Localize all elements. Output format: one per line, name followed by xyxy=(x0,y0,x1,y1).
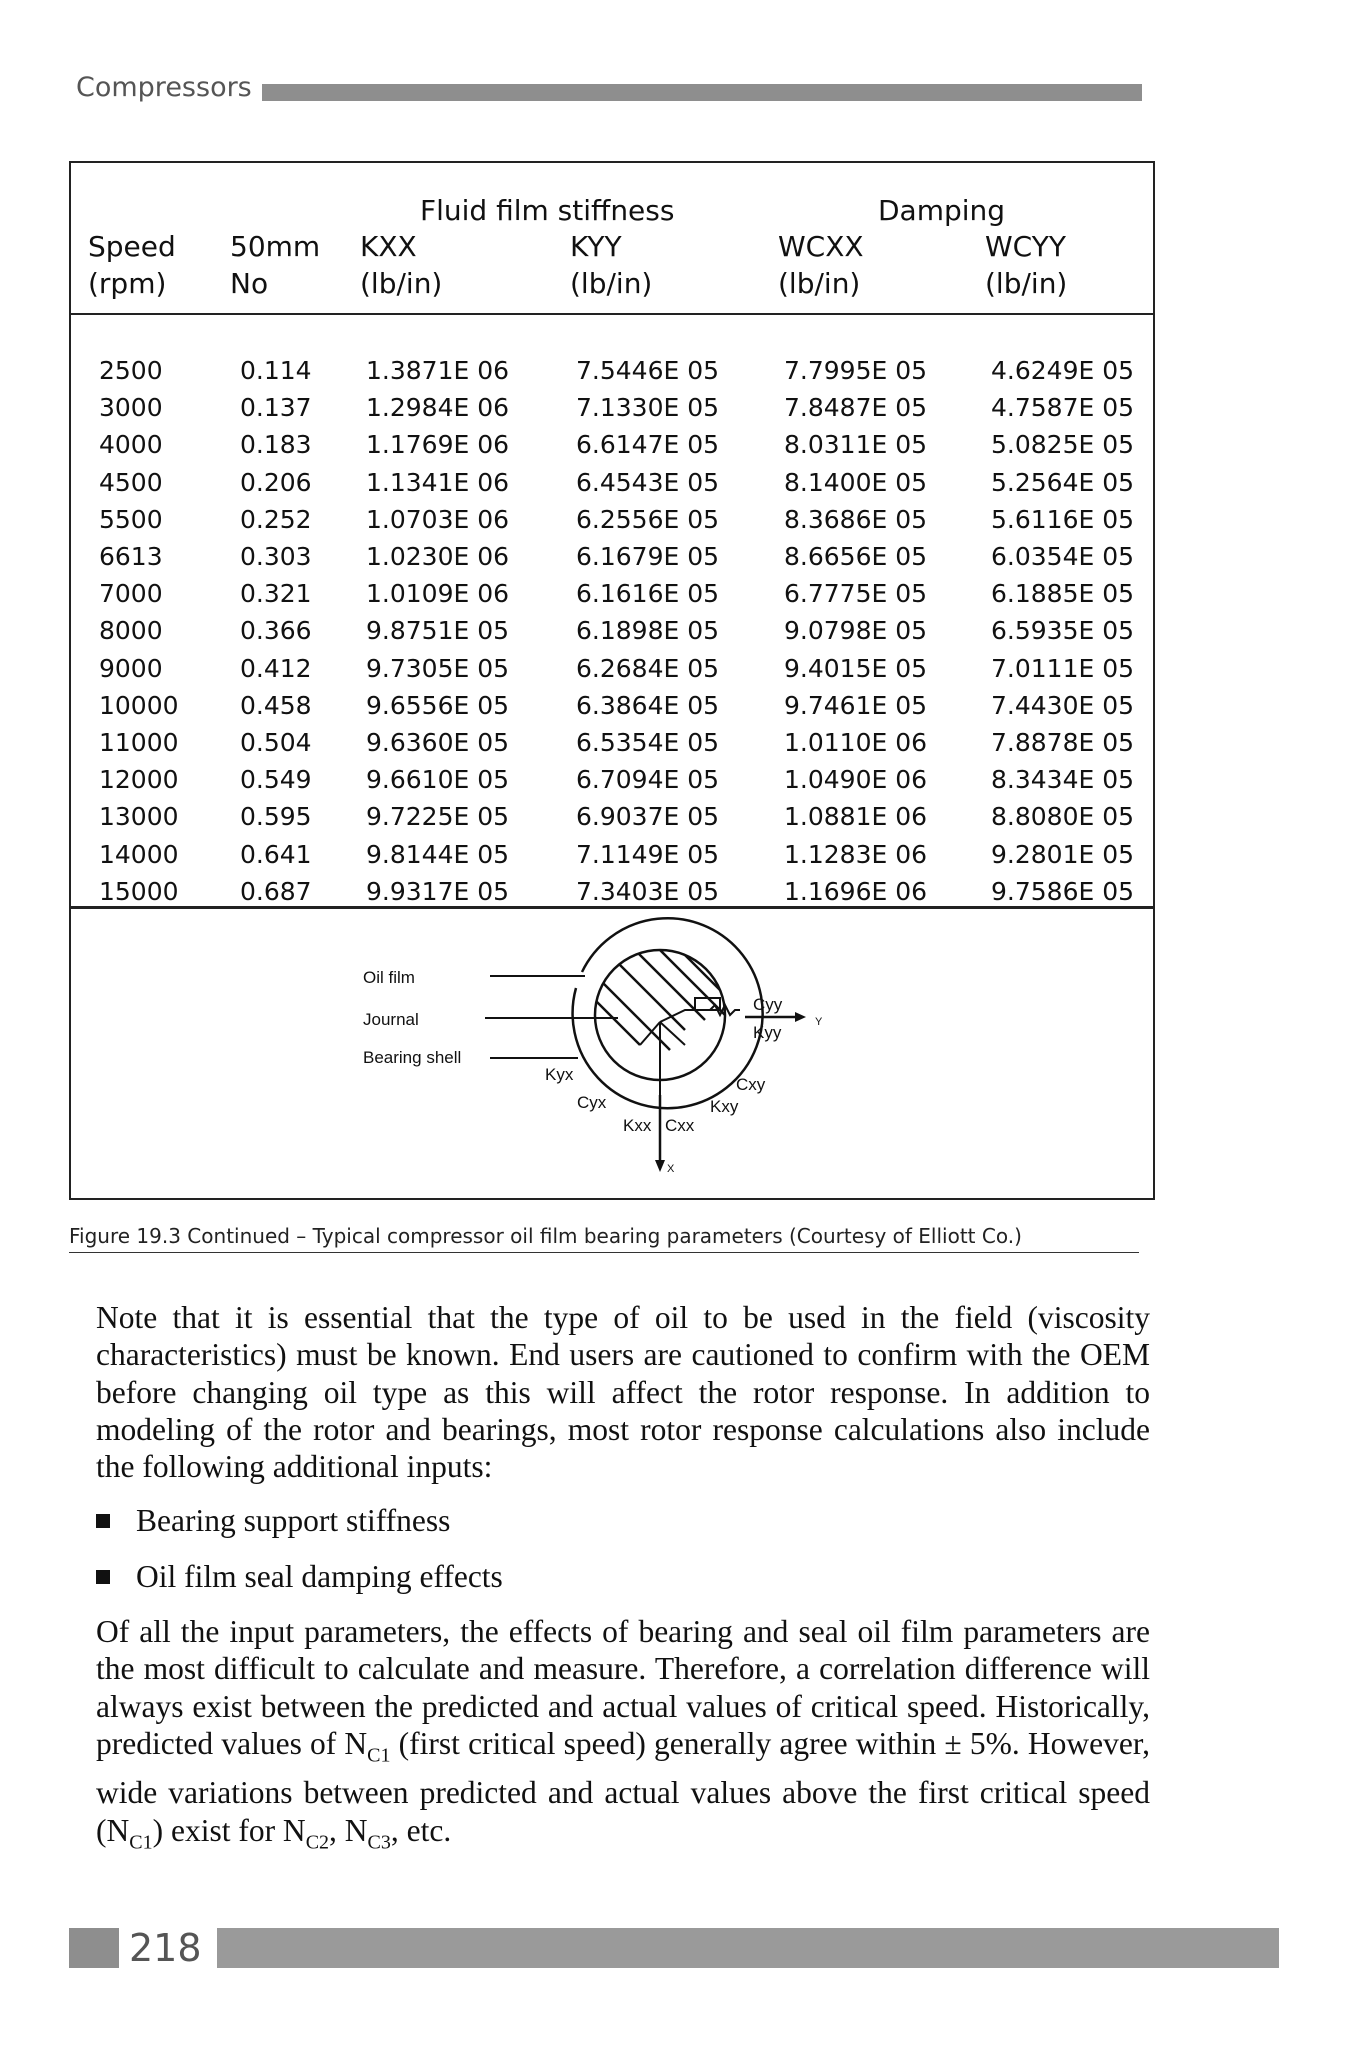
table-cell: 1.1769E 06 xyxy=(366,430,510,460)
bullet-square-icon xyxy=(96,1514,110,1528)
column-header-unit: (lb/in) xyxy=(570,267,653,300)
table-cell: 0.321 xyxy=(240,579,312,609)
table-cell: 11000 xyxy=(99,728,179,757)
page-number: 218 xyxy=(129,1926,202,1970)
table-cell: 0.303 xyxy=(240,542,312,571)
table-cell: 6.7775E 05 xyxy=(784,579,928,609)
table-cell: 0.206 xyxy=(240,467,312,497)
svg-text:Cyx: Cyx xyxy=(577,1093,607,1112)
table-cell: 1.0703E 06 xyxy=(366,504,510,534)
table-cell: 0.114 xyxy=(240,356,312,385)
table-cell: 1.0110E 06 xyxy=(784,728,928,757)
table-cell: 0.549 xyxy=(240,765,312,795)
svg-text:Kxx: Kxx xyxy=(623,1116,652,1135)
table-bottom-rule xyxy=(71,906,1153,909)
table-cell: 5.2564E 05 xyxy=(991,467,1135,497)
svg-text:Kyy: Kyy xyxy=(753,1023,782,1042)
table-cell: 1.0490E 06 xyxy=(784,765,928,795)
table-cell: 9000 xyxy=(99,653,163,683)
column-header-unit: (lb/in) xyxy=(360,267,443,300)
table-cell: 9.6360E 05 xyxy=(366,728,510,757)
table-cell: 0.366 xyxy=(240,616,312,646)
table-cell: 6.9037E 05 xyxy=(576,802,720,832)
table-cell: 6.5354E 05 xyxy=(576,728,720,757)
svg-text:Kxy: Kxy xyxy=(710,1097,739,1116)
svg-text:Cxy: Cxy xyxy=(736,1075,766,1094)
bearing-diagram-svg xyxy=(340,910,860,1190)
table-cell: 1.0881E 06 xyxy=(784,802,928,832)
column-header-name: Speed xyxy=(88,230,176,263)
table-cell: 9.6610E 05 xyxy=(366,765,510,795)
table-cell: 0.687 xyxy=(240,876,312,906)
table-cell: 7000 xyxy=(99,579,163,609)
table-cell: 0.595 xyxy=(240,802,312,832)
bullet-square-icon xyxy=(96,1570,110,1584)
table-cell: 4.6249E 05 xyxy=(991,356,1135,385)
table-cell: 5.0825E 05 xyxy=(991,430,1135,460)
table-cell: 1.0109E 06 xyxy=(366,579,510,609)
column-header-unit: (rpm) xyxy=(88,267,167,300)
table-cell: 7.1330E 05 xyxy=(576,393,720,423)
paragraph-2: Of all the input parameters, the effects of bearing and seal oil film parameters are the most difficult to calculate and measure. Therefore, a correlation difference will always exist between the predicted and actual values of critical speed. Historically, predicted values of $N_{C1}$ (first critical speed) generally agree within ± 5%. However, wide variations between predicted and actual values above the first critical speed $(N_{C1})$ exist for $N_{C2}$, $N_{C3}$, etc. xyxy=(96,1614,1150,1854)
svg-text:Cyy: Cyy xyxy=(753,995,783,1014)
table-cell: 0.137 xyxy=(240,393,312,423)
svg-text:Y: Y xyxy=(815,1016,823,1028)
table-cell: 7.0111E 05 xyxy=(991,653,1135,683)
label-oil-film: Oil film xyxy=(363,968,415,987)
table-cell: 13000 xyxy=(99,802,179,832)
column-header-name: WCXX xyxy=(778,230,864,263)
header-bar xyxy=(262,84,1142,101)
table-cell: 1.1283E 06 xyxy=(784,839,928,869)
figure-caption: Figure 19.3 Continued – Typical compressor oil film bearing parameters (Courtesy of Elliott Co.) xyxy=(69,1224,1022,1248)
table-cell: 6.4543E 05 xyxy=(576,467,720,497)
table-cell: 8.8080E 05 xyxy=(991,802,1135,832)
group-header-stiffness: Fluid film stiffness xyxy=(420,194,675,227)
table-cell: 7.8487E 05 xyxy=(784,393,928,423)
table-cell: 6.0354E 05 xyxy=(991,542,1135,571)
table-cell: 7.3403E 05 xyxy=(576,876,720,906)
table-cell: 2500 xyxy=(99,356,163,385)
table-cell: 9.7225E 05 xyxy=(366,802,510,832)
table-cell: 3000 xyxy=(99,393,163,423)
table-cell: 6.1616E 05 xyxy=(576,579,720,609)
table-cell: 8.3686E 05 xyxy=(784,504,928,534)
table-cell: 5500 xyxy=(99,504,163,534)
table-cell: 9.2801E 05 xyxy=(991,839,1135,869)
table-cell: 9.7586E 05 xyxy=(991,876,1135,906)
svg-text:X: X xyxy=(667,1163,675,1175)
table-cell: 9.0798E 05 xyxy=(784,616,928,646)
table-cell: 7.8878E 05 xyxy=(991,728,1135,757)
table-cell: 6.7094E 05 xyxy=(576,765,720,795)
table-cell: 0.641 xyxy=(240,839,312,869)
table-cell: 6.1898E 05 xyxy=(576,616,720,646)
svg-text:Cxx: Cxx xyxy=(665,1116,695,1135)
header-rule xyxy=(71,313,1153,315)
table-cell: 6.2684E 05 xyxy=(576,653,720,683)
table-cell: 1.1341E 06 xyxy=(366,467,510,497)
table-cell: 9.7305E 05 xyxy=(366,653,510,683)
column-header-name: KYY xyxy=(570,230,622,263)
table-cell: 7.5446E 05 xyxy=(576,356,720,385)
table-cell: 4.7587E 05 xyxy=(991,393,1135,423)
table-cell: 6.1679E 05 xyxy=(576,542,720,571)
caption-rule xyxy=(69,1252,1139,1253)
table-cell: 6.5935E 05 xyxy=(991,616,1135,646)
table-cell: 0.504 xyxy=(240,728,312,757)
group-header-damping: Damping xyxy=(878,194,1006,227)
column-header-unit: (lb/in) xyxy=(778,267,861,300)
table-cell: 4500 xyxy=(99,467,163,497)
table-cell: 1.3871E 06 xyxy=(366,356,510,385)
table-cell: 5.6116E 05 xyxy=(991,504,1135,534)
table-cell: 7.7995E 05 xyxy=(784,356,928,385)
table-cell: 9.8751E 05 xyxy=(366,616,510,646)
svg-text:Kyx: Kyx xyxy=(545,1065,574,1084)
label-bearing-shell: Bearing shell xyxy=(363,1048,462,1067)
table-cell: 0.183 xyxy=(240,430,312,460)
paragraph-1: Note that it is essential that the type of oil to be used in the field (viscosity characteristics) must be known. End users are cautioned to confirm with the OEM before changing oil type as this will affect the rotor response. In addition to modeling of the rotor and bearings, most rotor response calculations also include the following additional inputs: xyxy=(96,1300,1150,1485)
table-cell: 8.1400E 05 xyxy=(784,467,928,497)
table-cell: 6.3864E 05 xyxy=(576,690,720,720)
table-cell: 0.412 xyxy=(240,653,312,683)
table-cell: 6.6147E 05 xyxy=(576,430,720,460)
footer-block xyxy=(69,1928,119,1968)
table-cell: 9.6556E 05 xyxy=(366,690,510,720)
table-cell: 6.1885E 05 xyxy=(991,579,1135,609)
bullet-item: Oil film seal damping effects xyxy=(96,1559,503,1595)
journal-hatching xyxy=(590,935,735,1050)
table-cell: 0.458 xyxy=(240,690,312,720)
table-cell: 4000 xyxy=(99,430,163,460)
column-header-unit: (lb/in) xyxy=(985,267,1068,300)
table-cell: 8.6656E 05 xyxy=(784,542,928,571)
table-cell: 9.7461E 05 xyxy=(784,690,928,720)
table-cell: 1.0230E 06 xyxy=(366,542,510,571)
table-cell: 15000 xyxy=(99,876,179,906)
table-cell: 1.1696E 06 xyxy=(784,876,928,906)
table-cell: 1.2984E 06 xyxy=(366,393,510,423)
bullet-item: Bearing support stiffness xyxy=(96,1503,450,1539)
column-header-unit: No xyxy=(230,267,269,300)
table-cell: 6613 xyxy=(99,542,163,571)
table-cell: 12000 xyxy=(99,765,179,795)
table-cell: 8.3434E 05 xyxy=(991,765,1135,795)
footer-bar xyxy=(217,1928,1279,1968)
bearing-diagram xyxy=(340,910,860,1190)
table-cell: 8000 xyxy=(99,616,163,646)
table-cell: 6.2556E 05 xyxy=(576,504,720,534)
table-cell: 7.4430E 05 xyxy=(991,690,1135,720)
table-cell: 14000 xyxy=(99,839,179,869)
table-cell: 9.8144E 05 xyxy=(366,839,510,869)
table-cell: 10000 xyxy=(99,690,179,720)
table-cell: 9.9317E 05 xyxy=(366,876,510,906)
running-head: Compressors xyxy=(76,72,252,103)
column-header-name: 50mm xyxy=(230,230,321,263)
column-header-name: KXX xyxy=(360,230,417,263)
column-header-name: WCYY xyxy=(985,230,1066,263)
table-cell: 9.4015E 05 xyxy=(784,653,928,683)
table-cell: 8.0311E 05 xyxy=(784,430,928,460)
label-journal: Journal xyxy=(363,1010,419,1029)
spring-damper-links xyxy=(640,1010,710,1095)
table-cell: 7.1149E 05 xyxy=(576,839,720,869)
table-cell: 0.252 xyxy=(240,504,312,534)
